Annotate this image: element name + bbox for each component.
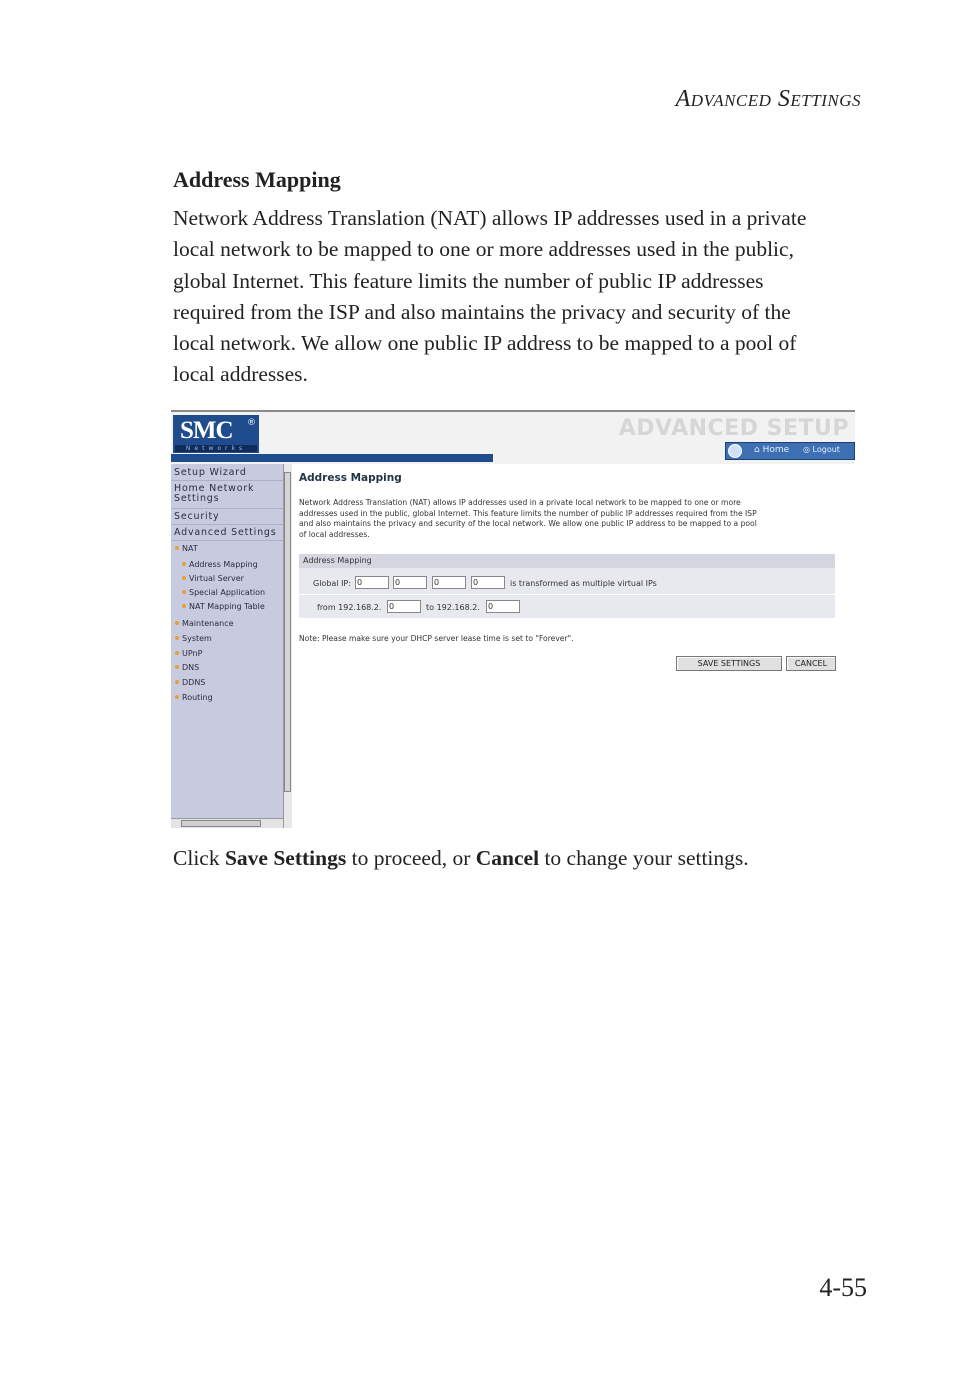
section-title: Address Mapping xyxy=(173,167,341,192)
sidebar-item-label: NAT Mapping Table xyxy=(189,602,265,611)
paragraph-line: Network Address Translation (NAT) allows IP addresses used in a private xyxy=(173,206,807,230)
sidebar-item-label: UPnP xyxy=(182,649,203,658)
horizontal-scrollbar[interactable] xyxy=(171,818,283,828)
sidebar-item-advanced-settings[interactable]: Advanced Settings xyxy=(174,527,277,538)
footer-end: to change your settings. xyxy=(544,846,749,870)
page-number: 4-55 xyxy=(819,1273,867,1302)
to-input[interactable]: 0 xyxy=(486,600,520,613)
footer-click: Click xyxy=(173,846,220,870)
global-ip-octet-1[interactable]: 0 xyxy=(355,576,389,589)
sidebar-item-setup-wizard[interactable]: Setup Wizard xyxy=(174,467,247,478)
from-input[interactable]: 0 xyxy=(387,600,421,613)
sidebar-item-maintenance[interactable] xyxy=(175,619,234,629)
address-mapping-box xyxy=(299,554,835,618)
home-link[interactable]: ⌂ Home xyxy=(754,445,790,455)
cancel-button[interactable]: CANCEL xyxy=(786,656,836,671)
bullet-icon xyxy=(175,665,179,669)
sidebar-item-label: Address Mapping xyxy=(189,560,258,569)
description-line: and also maintains the privacy and security of the local network. We allow one public IP address to be mapped to a pool xyxy=(299,519,757,529)
running-head-s-rest: ETTINGS xyxy=(790,91,861,110)
sidebar-item-label: Settings xyxy=(174,493,220,504)
footer-save-settings: Save Settings xyxy=(224,846,347,870)
top-nav xyxy=(725,442,855,460)
sidebar-divider xyxy=(171,524,283,525)
bullet-icon xyxy=(175,651,179,655)
globe-icon[interactable] xyxy=(728,444,742,458)
sidebar-item-nat-mapping-table[interactable] xyxy=(182,602,265,612)
sidebar xyxy=(171,464,284,828)
bullet-icon xyxy=(182,562,186,566)
sidebar-divider xyxy=(171,480,283,481)
scrollbar-thumb[interactable] xyxy=(181,820,261,827)
dhcp-note: Note: Please make sure your DHCP server lease time is set to "Forever". xyxy=(299,634,574,643)
global-ip-octet-2[interactable]: 0 xyxy=(393,576,427,589)
sidebar-item-home-network[interactable] xyxy=(174,484,254,504)
sidebar-item-system[interactable] xyxy=(175,634,212,644)
paragraph-line: required from the ISP and also maintains the privacy and security of the xyxy=(173,299,791,324)
save-settings-button[interactable]: SAVE SETTINGS xyxy=(676,656,782,671)
footer-middle: to proceed, or xyxy=(351,846,471,870)
logout-link[interactable]: ◎ Logout xyxy=(803,445,840,454)
sidebar-item-label: Special Application xyxy=(189,588,266,597)
sidebar-item-dns[interactable] xyxy=(175,663,199,673)
global-ip-label: Global IP: xyxy=(313,579,351,588)
sidebar-item-address-mapping[interactable] xyxy=(182,560,258,570)
description-line: of local addresses. xyxy=(299,529,370,539)
to-label: to 192.168.2. xyxy=(426,603,480,612)
paragraph-line: local network to be mapped to one or more addresses used in the public, xyxy=(173,237,794,262)
sidebar-divider xyxy=(171,508,283,509)
bullet-icon xyxy=(175,546,179,550)
smc-logo xyxy=(173,415,259,453)
logo-networks: Networks xyxy=(175,445,257,452)
sidebar-item-label: Routing xyxy=(182,693,213,702)
logout-label: Logout xyxy=(812,445,840,454)
sidebar-divider xyxy=(171,540,283,541)
running-head-a-rest: DVANCED xyxy=(690,91,772,110)
bullet-icon xyxy=(175,680,179,684)
range-row xyxy=(299,596,835,618)
home-label: Home xyxy=(762,445,790,455)
transformed-text: is transformed as multiple virtual IPs xyxy=(510,579,657,588)
paragraph-line: local addresses. xyxy=(173,362,308,387)
description-line: Network Address Translation (NAT) allows IP addresses used in a private local network to be mapped to one or more xyxy=(299,498,741,507)
top-banner xyxy=(171,412,855,464)
paragraph-line: local network. We allow one public IP address to be mapped to a pool of xyxy=(173,331,797,356)
sidebar-item-label: DNS xyxy=(182,663,200,672)
sidebar-item-special-application[interactable] xyxy=(182,588,265,598)
sidebar-item-label: Virtual Server xyxy=(189,574,244,583)
sidebar-item-ddns[interactable] xyxy=(175,678,205,688)
content-description xyxy=(299,498,839,540)
global-ip-row xyxy=(299,572,835,595)
running-head-a: A xyxy=(675,86,691,112)
sidebar-item-virtual-server[interactable] xyxy=(182,574,244,584)
scrollbar-thumb[interactable] xyxy=(284,472,291,792)
vertical-scrollbar[interactable] xyxy=(283,464,292,828)
sidebar-item-label: NAT xyxy=(182,544,198,553)
bullet-icon xyxy=(182,576,186,580)
description-line: addresses used in the public, global Internet. This feature limits the number of public IP addresses required from the ISP xyxy=(299,508,757,518)
router-ui-screenshot xyxy=(171,410,855,828)
sidebar-item-nat[interactable] xyxy=(175,544,198,554)
bullet-icon xyxy=(182,604,186,608)
instruction-line xyxy=(173,846,749,871)
sidebar-item-label: System xyxy=(182,634,212,643)
from-label: from 192.168.2. xyxy=(317,603,382,612)
sidebar-item-routing[interactable] xyxy=(175,693,213,703)
box-title: Address Mapping xyxy=(299,554,835,568)
footer-cancel: Cancel xyxy=(475,846,540,870)
advanced-setup-banner: ADVANCED SETUP xyxy=(618,416,849,441)
sidebar-item-label: Maintenance xyxy=(182,619,234,628)
sidebar-item-label: Home Network xyxy=(174,483,255,494)
logo-registered: ® xyxy=(247,418,256,428)
paragraph-line: global Internet. This feature limits the number of public IP addresses xyxy=(173,268,764,293)
content-title: Address Mapping xyxy=(299,472,402,484)
bullet-icon xyxy=(175,621,179,625)
header-strip xyxy=(171,454,493,462)
bullet-icon xyxy=(175,695,179,699)
bullet-icon xyxy=(182,590,186,594)
body-paragraph xyxy=(173,203,873,391)
sidebar-item-upnp[interactable] xyxy=(175,649,202,659)
sidebar-item-label: DDNS xyxy=(182,678,206,687)
global-ip-octet-4[interactable]: 0 xyxy=(471,576,505,589)
running-head xyxy=(676,86,861,113)
bullet-icon xyxy=(175,636,179,640)
running-head-s: S xyxy=(777,86,791,112)
logo-text: SMC xyxy=(180,417,233,444)
sidebar-item-security[interactable]: Security xyxy=(174,511,220,522)
global-ip-octet-3[interactable]: 0 xyxy=(432,576,466,589)
